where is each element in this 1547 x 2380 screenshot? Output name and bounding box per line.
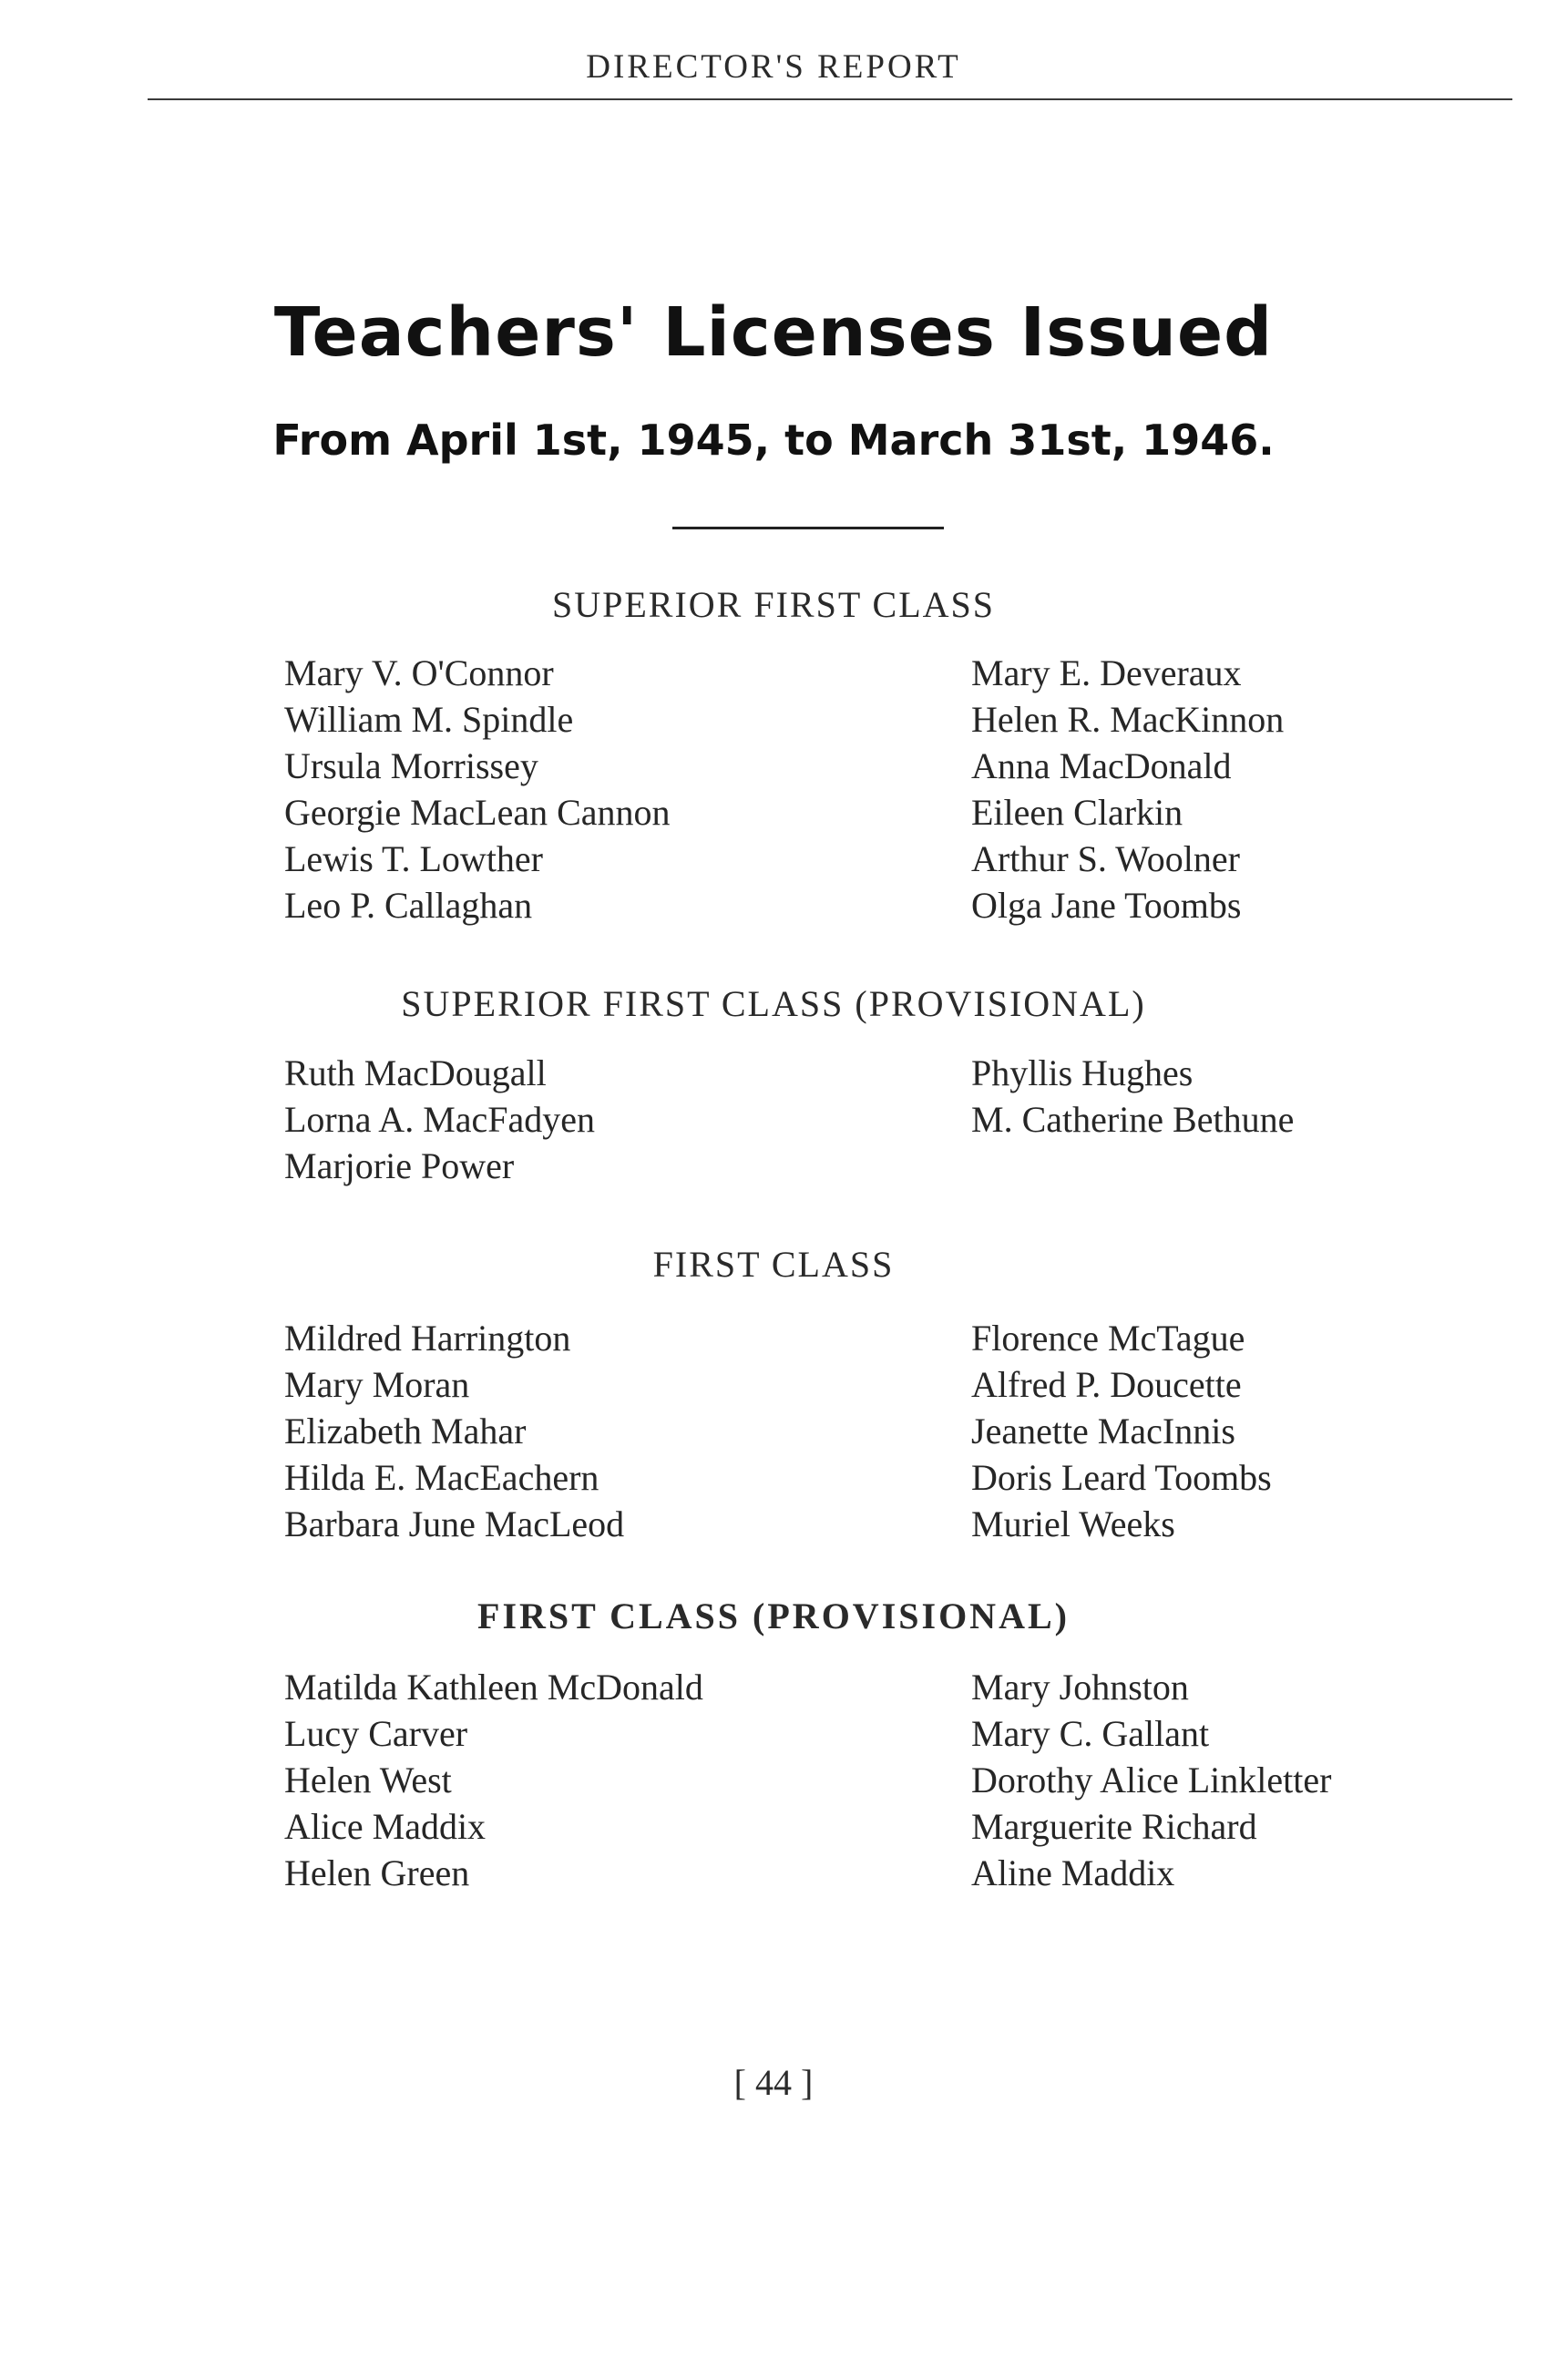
list-item: Lewis T. Lowther bbox=[284, 838, 544, 879]
page-subtitle: From April 1st, 1945, to March 31st, 1946. bbox=[272, 415, 1275, 465]
list-item: Helen Green bbox=[284, 1852, 470, 1893]
list-item: Lorna A. MacFadyen bbox=[284, 1099, 596, 1140]
list-item: Mary V. O'Connor bbox=[284, 652, 554, 693]
list-item: Muriel Weeks bbox=[971, 1503, 1175, 1544]
list-item: Phyllis Hughes bbox=[971, 1052, 1194, 1093]
list-item: Marguerite Richard bbox=[971, 1806, 1257, 1847]
list-item: M. Catherine Bethune bbox=[971, 1099, 1295, 1140]
list-item: Georgie MacLean Cannon bbox=[284, 792, 671, 833]
header-rule bbox=[148, 98, 1512, 100]
section-heading-superior-first-class-provisional: SUPERIOR FIRST CLASS (PROVISIONAL) bbox=[401, 983, 1146, 1024]
section-heading-superior-first-class: SUPERIOR FIRST CLASS bbox=[551, 584, 996, 625]
list-item: Mary E. Deveraux bbox=[971, 652, 1242, 693]
list-item: Mary Johnston bbox=[971, 1667, 1189, 1708]
list-item: Doris Leard Toombs bbox=[971, 1457, 1272, 1498]
list-item: Ruth MacDougall bbox=[284, 1052, 547, 1093]
list-item: Olga Jane Toombs bbox=[971, 885, 1242, 926]
list-item: Ursula Morrissey bbox=[284, 745, 538, 786]
list-item: Mary C. Gallant bbox=[971, 1713, 1210, 1754]
section-heading-first-class: FIRST CLASS bbox=[652, 1244, 895, 1285]
page-number: [ 44 ] bbox=[733, 2062, 814, 2103]
superior-first-class-provisional-left-column bbox=[284, 1050, 595, 1189]
list-item: Arthur S. Woolner bbox=[971, 838, 1240, 879]
first-class-right-column bbox=[971, 1315, 1272, 1547]
list-item: Jeanette MacInnis bbox=[971, 1411, 1235, 1452]
superior-first-class-right-column bbox=[971, 650, 1284, 928]
list-item: Alfred P. Doucette bbox=[971, 1364, 1242, 1405]
running-header: DIRECTOR'S REPORT bbox=[586, 48, 961, 86]
title-rule bbox=[672, 527, 944, 529]
list-item: Alice Maddix bbox=[284, 1806, 487, 1847]
list-item: Elizabeth Mahar bbox=[284, 1411, 527, 1452]
list-item: Helen West bbox=[284, 1759, 452, 1800]
list-item: William M. Spindle bbox=[284, 699, 574, 740]
list-item: Eileen Clarkin bbox=[971, 792, 1183, 833]
list-item: Hilda E. MacEachern bbox=[284, 1457, 599, 1498]
list-item: Barbara June MacLeod bbox=[284, 1503, 625, 1544]
first-class-provisional-right-column bbox=[971, 1664, 1331, 1896]
list-item: Aline Maddix bbox=[971, 1852, 1175, 1893]
page-title: Teachers' Licenses Issued bbox=[273, 293, 1274, 372]
superior-first-class-left-column bbox=[284, 650, 671, 928]
first-class-provisional-left-column bbox=[284, 1664, 703, 1896]
list-item: Florence McTague bbox=[971, 1318, 1245, 1359]
list-item: Mildred Harrington bbox=[284, 1318, 571, 1359]
list-item: Matilda Kathleen McDonald bbox=[284, 1667, 703, 1708]
list-item: Lucy Carver bbox=[284, 1713, 468, 1754]
list-item: Dorothy Alice Linkletter bbox=[971, 1759, 1332, 1800]
list-item: Marjorie Power bbox=[284, 1145, 515, 1186]
list-item: Helen R. MacKinnon bbox=[971, 699, 1285, 740]
superior-first-class-provisional-right-column bbox=[971, 1050, 1294, 1143]
first-class-left-column bbox=[284, 1315, 624, 1547]
list-item: Leo P. Callaghan bbox=[284, 885, 533, 926]
list-item: Mary Moran bbox=[284, 1364, 470, 1405]
section-heading-first-class-provisional: FIRST CLASS (PROVISIONAL) bbox=[477, 1595, 1070, 1636]
list-item: Anna MacDonald bbox=[971, 745, 1232, 786]
